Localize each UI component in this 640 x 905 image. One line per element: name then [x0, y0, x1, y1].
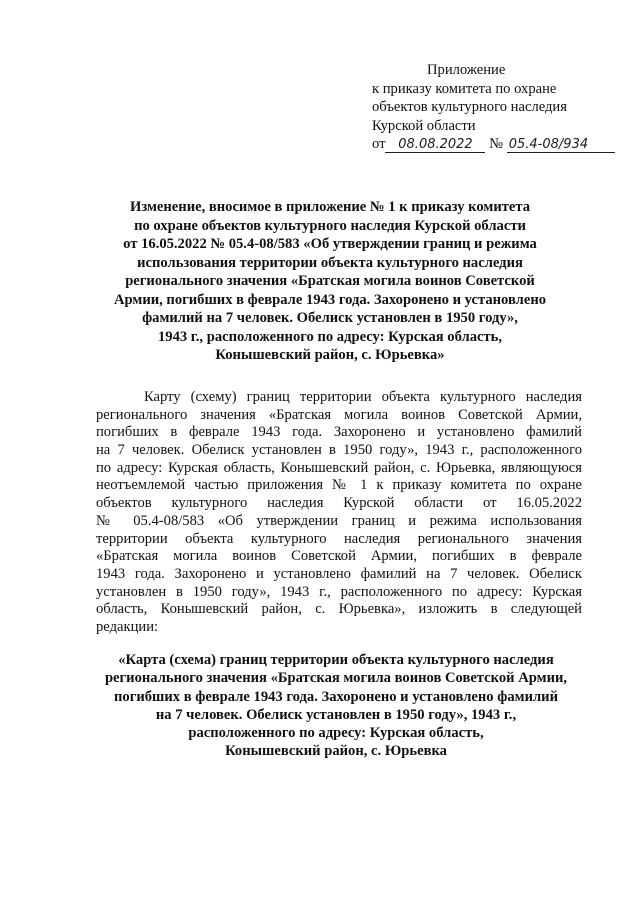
map-title-line: на 7 человек. Обелиск установлен в 1950 году», 1943 г.,: [155, 706, 517, 723]
appendix-date-line: [372, 135, 634, 154]
heading-line: Изменение, вносимое в приложение № 1 к приказу комитета: [129, 199, 531, 215]
handwritten-number: 05.4-08/934: [507, 137, 615, 153]
body-line: область, Конышевский район, с. Юрьевка», изложить в следующей: [96, 601, 582, 618]
appendix-line-1: к приказу комитета по охране: [372, 80, 557, 97]
body-line: объектов культурного наследия Курской области от 16.05.2022: [96, 495, 582, 512]
appendix-title: Приложение: [427, 62, 506, 78]
body-line: на 7 человек. Обелиск установлен в 1950 году», 1943 г., расположенного: [96, 442, 582, 459]
body-line: № 05.4-08/583 «Об утверждении границ и режима использования: [96, 512, 582, 529]
number-sign: №: [489, 136, 504, 153]
heading-line: 1943 г., расположенного по адресу: Курская область,: [157, 328, 503, 345]
map-title-line: расположенного по адресу: Курская область,: [188, 725, 484, 742]
body-paragraph: [96, 389, 582, 637]
appendix-block: [372, 61, 634, 154]
map-title-line: погибших в феврале 1943 года. Захоронено и установлено фамилий: [113, 688, 559, 705]
heading-line: использования территории объекта культурного наследия: [137, 254, 523, 271]
body-line: территории объекта культурного наследия регионального значения: [96, 530, 582, 547]
map-title-line: Конышевский район, с. Юрьевка: [225, 743, 447, 760]
map-title-line: «Карта (схема) границ территории объекта культурного наследия: [118, 652, 554, 668]
body-line: регионального значения «Братская могила воинов Советской Армии,: [96, 406, 582, 423]
handwritten-date: 08.08.2022: [385, 137, 485, 153]
heading-line: по охране объектов культурного наследия Курской области: [134, 217, 526, 234]
heading-line: регионального значения «Братская могила воинов Советской: [125, 273, 535, 289]
date-prefix: от: [372, 136, 386, 153]
body-line: «Братская могила воинов Советской Армии, погибших в феврале: [96, 548, 582, 565]
body-line: редакции:: [96, 618, 159, 635]
body-line: 1943 года. Захоронено и установлено фамилий на 7 человек. Обелиск: [96, 565, 582, 582]
appendix-line-2: объектов культурного наследия: [372, 99, 567, 116]
map-title-line: регионального значения «Братская могила воинов Советской Армии,: [104, 670, 568, 687]
body-line: по адресу: Курская область, Конышевский район, с. Юрьевка, являющуюся: [96, 459, 582, 476]
appendix-line-3: Курской области: [372, 117, 476, 134]
body-line: Карту (схему) границ территории объекта культурного наследия: [144, 389, 582, 405]
heading-line: фамилий на 7 человек. Обелиск установлен в 1950 году»,: [142, 310, 518, 326]
heading-line: Конышевский район, с. Юрьевка»: [215, 347, 445, 363]
amendment-heading: [80, 198, 580, 365]
heading-line: от 16.05.2022 № 05.4-08/583 «Об утверждении границ и режима: [123, 236, 537, 252]
map-title-block: [86, 651, 586, 761]
body-line: погибших в феврале 1943 года. Захоронено и установлено фамилий: [96, 424, 582, 441]
body-line: неотъемлемой частью приложения № 1 к приказу комитета по охране: [96, 477, 582, 494]
body-line: установлен в 1950 году», 1943 г., расположенного по адресу: Курская: [96, 583, 582, 600]
heading-line: Армии, погибших в феврале 1943 года. Захоронено и установлено: [113, 291, 547, 308]
